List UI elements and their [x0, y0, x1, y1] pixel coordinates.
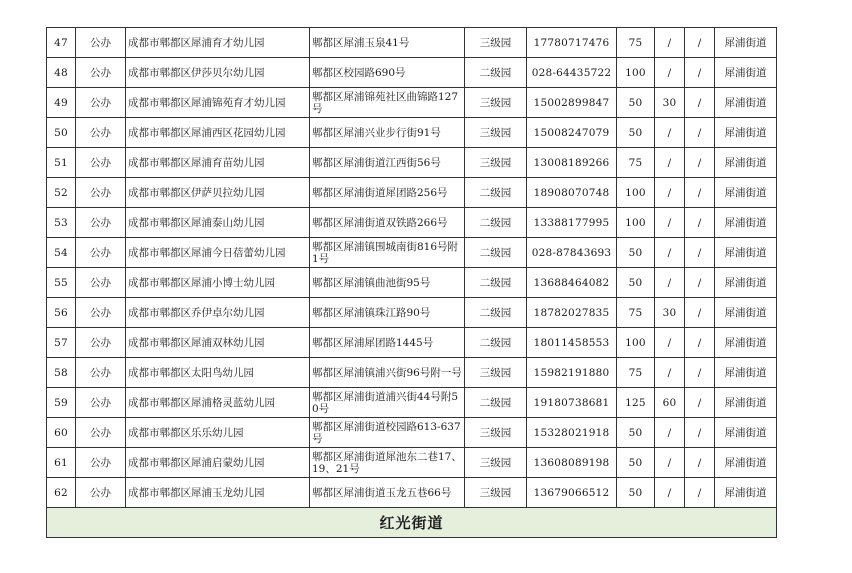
cell-ownership-type: 公办 — [76, 58, 126, 88]
cell-phone: 18782027835 — [527, 298, 617, 328]
cell-count-3: / — [685, 88, 715, 118]
cell-address: 郫都区犀浦街道犀团路256号 — [310, 178, 465, 208]
cell-address: 郫都区犀浦街道犀池东二巷17、19、21号 — [310, 448, 465, 478]
table-row — [47, 358, 777, 388]
cell-count-2: / — [655, 208, 685, 238]
cell-ownership-type: 公办 — [76, 178, 126, 208]
cell-kindergarten-name: 成都市郫都区犀浦启蒙幼儿园 — [126, 448, 310, 478]
section-header-row — [47, 508, 777, 538]
cell-count-2: / — [655, 418, 685, 448]
table-row — [47, 418, 777, 448]
cell-phone: 15002899847 — [527, 88, 617, 118]
cell-address: 郫都区犀浦镇浦兴街96号附一号 — [310, 358, 465, 388]
cell-street: 犀浦街道 — [715, 448, 777, 478]
cell-street: 犀浦街道 — [715, 238, 777, 268]
cell-address: 郫都区犀浦街道玉龙五巷66号 — [310, 478, 465, 508]
table-row — [47, 238, 777, 268]
cell-phone: 17780717476 — [527, 28, 617, 58]
cell-street: 犀浦街道 — [715, 88, 777, 118]
cell-street: 犀浦街道 — [715, 28, 777, 58]
cell-phone: 13388177995 — [527, 208, 617, 238]
cell-kindergarten-name: 成都市郫都区伊萨贝拉幼儿园 — [126, 178, 310, 208]
cell-street: 犀浦街道 — [715, 208, 777, 238]
cell-address: 郫都区校园路690号 — [310, 58, 465, 88]
cell-number: 48 — [47, 58, 76, 88]
cell-grade-level: 三级园 — [465, 28, 527, 58]
cell-ownership-type: 公办 — [76, 448, 126, 478]
cell-count-3: / — [685, 148, 715, 178]
table-row — [47, 58, 777, 88]
cell-street: 犀浦街道 — [715, 358, 777, 388]
cell-number: 54 — [47, 238, 76, 268]
cell-count-2: 60 — [655, 388, 685, 418]
cell-street: 犀浦街道 — [715, 148, 777, 178]
cell-number: 61 — [47, 448, 76, 478]
cell-phone: 13608089198 — [527, 448, 617, 478]
cell-count-2: / — [655, 58, 685, 88]
cell-ownership-type: 公办 — [76, 148, 126, 178]
cell-count-1: 100 — [617, 58, 655, 88]
cell-address: 郫都区犀浦街道双铁路266号 — [310, 208, 465, 238]
cell-kindergarten-name: 成都市郫都区犀浦双林幼儿园 — [126, 328, 310, 358]
cell-number: 51 — [47, 148, 76, 178]
cell-number: 57 — [47, 328, 76, 358]
cell-grade-level: 二级园 — [465, 268, 527, 298]
cell-number: 49 — [47, 88, 76, 118]
cell-address: 郫都区犀浦街道校园路613-637号 — [310, 418, 465, 448]
cell-count-1: 50 — [617, 118, 655, 148]
cell-count-1: 75 — [617, 28, 655, 58]
cell-number: 53 — [47, 208, 76, 238]
cell-ownership-type: 公办 — [76, 388, 126, 418]
cell-count-2: / — [655, 268, 685, 298]
cell-count-1: 50 — [617, 418, 655, 448]
cell-count-2: / — [655, 148, 685, 178]
cell-phone: 15328021918 — [527, 418, 617, 448]
cell-grade-level: 三级园 — [465, 418, 527, 448]
cell-ownership-type: 公办 — [76, 88, 126, 118]
cell-address: 郫都区犀浦兴业步行街91号 — [310, 118, 465, 148]
cell-number: 47 — [47, 28, 76, 58]
cell-number: 50 — [47, 118, 76, 148]
cell-ownership-type: 公办 — [76, 208, 126, 238]
cell-count-3: / — [685, 178, 715, 208]
cell-phone: 13679066512 — [527, 478, 617, 508]
cell-address: 郫都区犀浦犀团路1445号 — [310, 328, 465, 358]
table-row — [47, 328, 777, 358]
cell-kindergarten-name: 成都市郫都区犀浦锦苑育才幼儿园 — [126, 88, 310, 118]
cell-kindergarten-name: 成都市郫都区乐乐幼儿园 — [126, 418, 310, 448]
cell-count-1: 50 — [617, 478, 655, 508]
cell-street: 犀浦街道 — [715, 268, 777, 298]
cell-kindergarten-name: 成都市郫都区犀浦今日蓓蕾幼儿园 — [126, 238, 310, 268]
cell-count-2: / — [655, 28, 685, 58]
cell-count-1: 75 — [617, 358, 655, 388]
cell-phone: 18908070748 — [527, 178, 617, 208]
cell-phone: 028-64435722 — [527, 58, 617, 88]
cell-grade-level: 三级园 — [465, 148, 527, 178]
cell-street: 犀浦街道 — [715, 118, 777, 148]
cell-count-3: / — [685, 28, 715, 58]
cell-ownership-type: 公办 — [76, 478, 126, 508]
cell-kindergarten-name: 成都市郫都区犀浦玉龙幼儿园 — [126, 478, 310, 508]
cell-street: 犀浦街道 — [715, 328, 777, 358]
cell-kindergarten-name: 成都市郫都区犀浦泰山幼儿园 — [126, 208, 310, 238]
cell-count-2: / — [655, 358, 685, 388]
cell-kindergarten-name: 成都市郫都区乔伊卓尔幼儿园 — [126, 298, 310, 328]
cell-count-1: 50 — [617, 88, 655, 118]
cell-count-1: 50 — [617, 238, 655, 268]
cell-kindergarten-name: 成都市郫都区伊莎贝尔幼儿园 — [126, 58, 310, 88]
cell-count-2: 30 — [655, 298, 685, 328]
cell-street: 犀浦街道 — [715, 478, 777, 508]
cell-street: 犀浦街道 — [715, 178, 777, 208]
cell-number: 62 — [47, 478, 76, 508]
cell-address: 郫都区犀浦镇围城南街816号附1号 — [310, 238, 465, 268]
cell-number: 60 — [47, 418, 76, 448]
cell-kindergarten-name: 成都市郫都区太阳鸟幼儿园 — [126, 358, 310, 388]
cell-count-1: 50 — [617, 448, 655, 478]
cell-kindergarten-name: 成都市郫都区犀浦格灵蓝幼儿园 — [126, 388, 310, 418]
cell-count-3: / — [685, 298, 715, 328]
cell-count-3: / — [685, 388, 715, 418]
cell-count-2: / — [655, 478, 685, 508]
cell-address: 郫都区犀浦街道浦兴街44号附50号 — [310, 388, 465, 418]
cell-phone: 13008189266 — [527, 148, 617, 178]
cell-count-2: / — [655, 238, 685, 268]
cell-count-3: / — [685, 238, 715, 268]
cell-number: 58 — [47, 358, 76, 388]
kindergarten-table — [46, 27, 777, 538]
cell-count-2: / — [655, 118, 685, 148]
cell-address: 郫都区犀浦镇珠江路90号 — [310, 298, 465, 328]
cell-phone: 18011458553 — [527, 328, 617, 358]
table-row — [47, 148, 777, 178]
cell-count-3: / — [685, 478, 715, 508]
cell-number: 55 — [47, 268, 76, 298]
cell-count-3: / — [685, 268, 715, 298]
cell-phone: 15982191880 — [527, 358, 617, 388]
cell-phone: 028-87843693 — [527, 238, 617, 268]
cell-count-3: / — [685, 58, 715, 88]
cell-grade-level: 三级园 — [465, 88, 527, 118]
cell-count-2: / — [655, 448, 685, 478]
cell-street: 犀浦街道 — [715, 58, 777, 88]
cell-grade-level: 三级园 — [465, 358, 527, 388]
cell-count-2: 30 — [655, 88, 685, 118]
cell-count-2: / — [655, 178, 685, 208]
cell-count-1: 100 — [617, 328, 655, 358]
cell-count-3: / — [685, 418, 715, 448]
cell-phone: 15008247079 — [527, 118, 617, 148]
cell-grade-level: 三级园 — [465, 448, 527, 478]
cell-grade-level: 二级园 — [465, 328, 527, 358]
table-body — [47, 28, 777, 508]
table-row — [47, 28, 777, 58]
cell-count-1: 75 — [617, 148, 655, 178]
cell-ownership-type: 公办 — [76, 118, 126, 148]
cell-grade-level: 二级园 — [465, 208, 527, 238]
table-row — [47, 388, 777, 418]
cell-address: 郫都区犀浦锦苑社区曲锦路127号 — [310, 88, 465, 118]
cell-count-3: / — [685, 208, 715, 238]
cell-grade-level: 二级园 — [465, 58, 527, 88]
cell-ownership-type: 公办 — [76, 268, 126, 298]
cell-grade-level: 二级园 — [465, 238, 527, 268]
cell-street: 犀浦街道 — [715, 418, 777, 448]
cell-address: 郫都区犀浦街道江西街56号 — [310, 148, 465, 178]
section-title: 红光街道 — [47, 508, 777, 538]
cell-grade-level: 三级园 — [465, 478, 527, 508]
table-row — [47, 478, 777, 508]
kindergarten-table-sheet — [46, 27, 776, 538]
cell-ownership-type: 公办 — [76, 358, 126, 388]
cell-count-1: 125 — [617, 388, 655, 418]
table-row — [47, 178, 777, 208]
cell-ownership-type: 公办 — [76, 28, 126, 58]
cell-count-1: 100 — [617, 178, 655, 208]
cell-ownership-type: 公办 — [76, 238, 126, 268]
table-row — [47, 208, 777, 238]
cell-grade-level: 二级园 — [465, 388, 527, 418]
cell-number: 52 — [47, 178, 76, 208]
table-row — [47, 118, 777, 148]
cell-street: 犀浦街道 — [715, 388, 777, 418]
cell-grade-level: 二级园 — [465, 298, 527, 328]
cell-count-3: / — [685, 358, 715, 388]
cell-street: 犀浦街道 — [715, 298, 777, 328]
cell-count-3: / — [685, 328, 715, 358]
cell-phone: 13688464082 — [527, 268, 617, 298]
table-row — [47, 88, 777, 118]
cell-count-2: / — [655, 328, 685, 358]
cell-grade-level: 二级园 — [465, 178, 527, 208]
cell-grade-level: 三级园 — [465, 118, 527, 148]
cell-number: 59 — [47, 388, 76, 418]
table-row — [47, 448, 777, 478]
cell-address: 郫都区犀浦镇曲池街95号 — [310, 268, 465, 298]
table-row — [47, 298, 777, 328]
cell-kindergarten-name: 成都市郫都区犀浦西区花园幼儿园 — [126, 118, 310, 148]
cell-count-3: / — [685, 448, 715, 478]
cell-count-3: / — [685, 118, 715, 148]
cell-kindergarten-name: 成都市郫都区犀浦小博士幼儿园 — [126, 268, 310, 298]
table-row — [47, 268, 777, 298]
cell-ownership-type: 公办 — [76, 418, 126, 448]
cell-address: 郫都区犀浦玉泉41号 — [310, 28, 465, 58]
cell-kindergarten-name: 成都市郫都区犀浦育才幼儿园 — [126, 28, 310, 58]
cell-kindergarten-name: 成都市郫都区犀浦育苗幼儿园 — [126, 148, 310, 178]
cell-count-1: 50 — [617, 268, 655, 298]
cell-count-1: 75 — [617, 298, 655, 328]
cell-ownership-type: 公办 — [76, 298, 126, 328]
cell-phone: 19180738681 — [527, 388, 617, 418]
cell-ownership-type: 公办 — [76, 328, 126, 358]
cell-number: 56 — [47, 298, 76, 328]
cell-count-1: 100 — [617, 208, 655, 238]
